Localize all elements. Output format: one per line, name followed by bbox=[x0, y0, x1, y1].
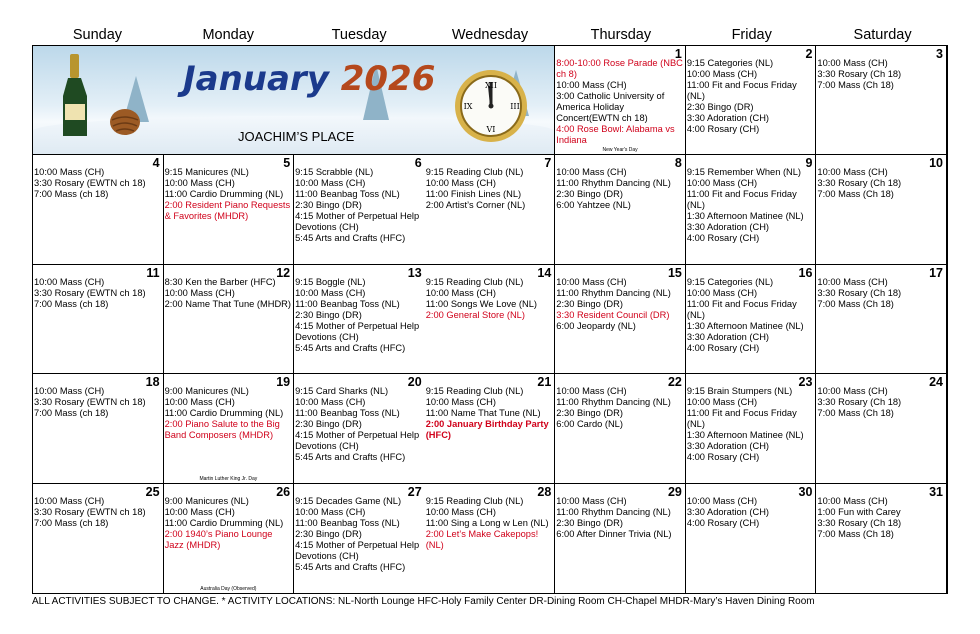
event-item: 1:00 Fun with Carey bbox=[817, 506, 901, 517]
weekday-saturday: Saturday bbox=[853, 27, 912, 43]
event-item: 4:00 Rosary (CH) bbox=[686, 517, 760, 528]
event-item: 2:00 January Birthday Party (HFC) bbox=[425, 419, 549, 441]
day-number: 23 bbox=[798, 375, 813, 390]
event-item: 3:30 Adoration (CH) bbox=[686, 506, 770, 517]
day-cell bbox=[686, 484, 817, 593]
event-item: 10:00 Mass (CH) bbox=[686, 287, 758, 298]
day-cell bbox=[425, 265, 556, 374]
event-item: 11:00 Rhythm Dancing (NL) bbox=[556, 287, 671, 298]
weekday-tuesday: Tuesday bbox=[331, 27, 387, 43]
month-year-title bbox=[183, 56, 435, 102]
event-item: 8:30 Ken the Barber (HFC) bbox=[164, 276, 276, 287]
day-cell bbox=[686, 374, 817, 483]
event-list bbox=[295, 277, 424, 354]
event-list bbox=[687, 496, 815, 529]
day-number: 28 bbox=[537, 484, 552, 499]
event-item: 3:30 Resident Council (DR) bbox=[556, 309, 670, 320]
event-list bbox=[426, 386, 554, 441]
event-list bbox=[165, 386, 293, 441]
event-list bbox=[556, 58, 684, 146]
event-item: 5:45 Arts and Crafts (HFC) bbox=[295, 561, 406, 572]
event-list bbox=[295, 496, 424, 573]
event-item: 10:00 Mass (CH) bbox=[556, 276, 627, 287]
event-item: 7:00 Mass (ch 18) bbox=[34, 189, 109, 200]
event-item: 11:00 Cardio Drumming (NL) bbox=[164, 408, 284, 419]
day-number: 6 bbox=[414, 156, 422, 171]
event-item: 9:15 Categories (NL) bbox=[686, 276, 774, 287]
event-item: 9:15 Card Sharks (NL) bbox=[295, 386, 389, 397]
event-item: 10:00 Mass (CH) bbox=[556, 80, 627, 90]
day-cell bbox=[425, 155, 556, 264]
event-item: 10:00 Mass (CH) bbox=[34, 495, 105, 506]
event-item: 9:15 Reading Club (NL) bbox=[425, 276, 524, 287]
weekday-header bbox=[32, 26, 948, 45]
event-item: 11:00 Cardio Drumming (NL) bbox=[164, 517, 284, 528]
holiday-note: Martin Luther King Jr. Day bbox=[199, 475, 258, 482]
event-item: 6:00 Yahtzee (NL) bbox=[556, 200, 631, 211]
event-item: 10:00 Mass (CH) bbox=[164, 178, 235, 189]
day-number: 16 bbox=[798, 265, 813, 280]
day-cell bbox=[164, 265, 295, 374]
event-item: 3:30 Adoration (CH) bbox=[686, 113, 770, 123]
event-item: 10:00 Mass (CH) bbox=[556, 167, 627, 178]
event-item: 7:00 Mass (Ch 18) bbox=[817, 298, 894, 309]
event-item: 4:15 Mother of Perpetual Help Devotions (CH) bbox=[295, 320, 420, 342]
event-item: 7:00 Mass (Ch 18) bbox=[817, 80, 894, 90]
event-item: 10:00 Mass (CH) bbox=[295, 287, 366, 298]
event-item: 7:00 Mass (ch 18) bbox=[34, 298, 109, 309]
day-cell bbox=[425, 374, 556, 483]
event-item: 7:00 Mass (ch 18) bbox=[34, 408, 109, 419]
day-number: 25 bbox=[145, 484, 160, 499]
event-list bbox=[687, 58, 815, 135]
svg-text:XII: XII bbox=[484, 81, 498, 90]
event-list bbox=[817, 277, 945, 310]
event-item: 6:00 After Dinner Trivia (NL) bbox=[556, 528, 672, 539]
event-list bbox=[165, 496, 293, 551]
day-cell bbox=[555, 484, 686, 593]
day-cell bbox=[33, 374, 164, 483]
day-number: 15 bbox=[667, 265, 682, 280]
event-item: 4:00 Rose Bowl: Alabama vs Indiana bbox=[556, 124, 675, 145]
event-item: 9:15 Manicures (NL) bbox=[164, 167, 249, 178]
day-number: 8 bbox=[674, 156, 682, 171]
event-item: 8:00-10:00 Rose Parade (NBC ch 8) bbox=[556, 58, 683, 79]
event-item: 11:00 Beanbag Toss (NL) bbox=[295, 517, 400, 528]
day-number: 2 bbox=[805, 47, 813, 61]
event-item: 7:00 Mass (Ch 18) bbox=[817, 189, 894, 200]
event-item: 1:30 Afternoon Matinee (NL) bbox=[686, 430, 804, 441]
day-cell bbox=[33, 484, 164, 593]
event-item: 11:00 Cardio Drumming (NL) bbox=[164, 189, 284, 200]
event-item: 2:00 Piano Salute to the Big Band Composers (MHDR) bbox=[164, 419, 280, 441]
event-list bbox=[556, 167, 684, 211]
day-number: 5 bbox=[283, 156, 291, 171]
event-item: 2:30 Bingo (DR) bbox=[295, 419, 362, 430]
event-item: 4:15 Mother of Perpetual Help Devotions (CH) bbox=[295, 430, 420, 452]
event-item: 2:30 Bingo (DR) bbox=[295, 200, 362, 211]
weekday-sunday: Sunday bbox=[72, 27, 123, 43]
day-cell bbox=[686, 265, 817, 374]
footer-legend: ALL ACTIVITIES SUBJECT TO CHANGE. * ACTIVITY LOCATIONS: NL-North Lounge HFC-Holy Family Center DR-Dining Room CH-Chapel MHDR-Mary’s Haven Dining Room bbox=[32, 596, 815, 607]
event-item: 3:30 Rosary (Ch 18) bbox=[817, 397, 902, 408]
event-item: 9:15 Decades Game (NL) bbox=[295, 495, 402, 506]
event-list bbox=[556, 496, 684, 540]
event-item: 3:30 Rosary (Ch 18) bbox=[817, 178, 902, 189]
day-number: 13 bbox=[407, 265, 422, 280]
event-item: 11:00 Fit and Focus Friday (NL) bbox=[686, 408, 797, 430]
event-item: 2:00 Name That Tune (MHDR) bbox=[164, 298, 291, 309]
day-number: 31 bbox=[929, 484, 943, 499]
event-item: 9:15 Reading Club (NL) bbox=[425, 495, 524, 506]
day-cell bbox=[816, 46, 947, 155]
event-item: 11:00 Rhythm Dancing (NL) bbox=[556, 178, 671, 189]
event-item: 10:00 Mass (CH) bbox=[164, 506, 235, 517]
event-item: 7:00 Mass (Ch 18) bbox=[817, 528, 894, 539]
event-list bbox=[687, 277, 815, 354]
event-item: 10:00 Mass (CH) bbox=[556, 386, 627, 397]
event-list bbox=[165, 277, 293, 310]
event-item: 3:30 Rosary (EWTN ch 18) bbox=[34, 506, 146, 517]
event-item: 9:15 Boggle (NL) bbox=[295, 276, 366, 287]
event-list bbox=[817, 496, 945, 540]
event-item: 2:30 Bingo (DR) bbox=[556, 189, 623, 200]
day-number: 26 bbox=[276, 484, 291, 499]
holiday-note: New Year's Day bbox=[602, 147, 638, 154]
event-item: 10:00 Mass (CH) bbox=[34, 167, 105, 178]
event-list bbox=[556, 277, 684, 332]
day-number: 9 bbox=[805, 156, 813, 171]
day-number: 27 bbox=[407, 484, 422, 499]
event-list bbox=[34, 496, 162, 529]
event-item: 9:00 Manicures (NL) bbox=[164, 495, 249, 506]
pinecone-icon bbox=[105, 100, 145, 140]
day-cell bbox=[425, 484, 556, 593]
event-item: 11:00 Songs We Love (NL) bbox=[425, 298, 537, 309]
day-number: 22 bbox=[667, 375, 682, 390]
event-item: 5:45 Arts and Crafts (HFC) bbox=[295, 233, 406, 244]
day-cell bbox=[686, 46, 817, 155]
event-list bbox=[817, 167, 945, 200]
event-item: 4:00 Rosary (CH) bbox=[686, 233, 760, 244]
event-item: 10:00 Mass (CH) bbox=[164, 287, 235, 298]
day-number: 11 bbox=[146, 265, 160, 280]
event-item: 11:00 Rhythm Dancing (NL) bbox=[556, 397, 671, 408]
day-cell bbox=[294, 374, 425, 483]
event-item: 3:30 Rosary (Ch 18) bbox=[817, 517, 902, 528]
day-cell bbox=[294, 484, 425, 593]
day-number: 21 bbox=[537, 375, 552, 390]
event-item: 10:00 Mass (CH) bbox=[164, 397, 235, 408]
event-list bbox=[817, 58, 945, 91]
day-cell bbox=[164, 484, 295, 593]
event-item: 4:00 Rosary (CH) bbox=[686, 124, 760, 134]
event-item: 7:00 Mass (ch 18) bbox=[34, 517, 109, 528]
day-number: 20 bbox=[407, 375, 422, 390]
event-list bbox=[295, 167, 424, 244]
day-cell bbox=[816, 484, 947, 593]
event-item: 11:00 Name That Tune (NL) bbox=[425, 408, 541, 419]
event-item: 3:30 Rosary (Ch 18) bbox=[817, 287, 902, 298]
day-number: 1 bbox=[674, 47, 682, 61]
event-item: 10:00 Mass (CH) bbox=[556, 495, 627, 506]
day-number: 19 bbox=[276, 375, 291, 390]
event-item: 4:00 Rosary (CH) bbox=[686, 452, 760, 463]
event-item: 2:00 1940’s Piano Lounge Jazz (MHDR) bbox=[164, 528, 273, 550]
event-item: 10:00 Mass (CH) bbox=[817, 386, 888, 397]
event-item: 2:30 Bingo (DR) bbox=[556, 517, 623, 528]
day-number: 3 bbox=[936, 47, 943, 61]
day-number: 12 bbox=[276, 265, 291, 280]
event-list bbox=[34, 386, 162, 419]
event-item: 4:15 Mother of Perpetual Help Devotions (CH) bbox=[295, 211, 420, 233]
month-banner bbox=[33, 46, 555, 155]
calendar-grid bbox=[32, 45, 948, 594]
event-item: 6:00 Cardo (NL) bbox=[556, 419, 623, 430]
event-item: 11:00 Fit and Focus Friday (NL) bbox=[686, 189, 797, 211]
event-item: 1:30 Afternoon Matinee (NL) bbox=[686, 211, 804, 222]
event-item: 9:15 Scrabble (NL) bbox=[295, 167, 374, 178]
event-item: 2:30 Bingo (DR) bbox=[556, 298, 623, 309]
event-item: 9:15 Brain Stumpers (NL) bbox=[686, 386, 793, 397]
event-item: 3:30 Adoration (CH) bbox=[686, 222, 770, 233]
day-cell bbox=[555, 46, 686, 155]
day-number: 24 bbox=[929, 375, 943, 390]
clock-icon bbox=[453, 68, 529, 144]
month-title: January bbox=[183, 59, 329, 99]
event-item: 2:30 Bingo (DR) bbox=[295, 528, 362, 539]
weekday-friday: Friday bbox=[731, 27, 772, 43]
event-item: 5:45 Arts and Crafts (HFC) bbox=[295, 342, 406, 353]
event-item: 11:00 Rhythm Dancing (NL) bbox=[556, 506, 671, 517]
day-cell bbox=[816, 155, 947, 264]
day-number: 10 bbox=[929, 156, 943, 171]
event-item: 9:00 Manicures (NL) bbox=[164, 386, 249, 397]
event-item: 11:00 Sing a Long w Len (NL) bbox=[425, 517, 549, 528]
day-number: 7 bbox=[544, 156, 552, 171]
holiday-note: Australia Day (Observed) bbox=[200, 586, 257, 592]
event-list bbox=[687, 386, 815, 463]
event-item: 11:00 Finish Lines (NL) bbox=[425, 189, 522, 200]
event-item: 10:00 Mass (CH) bbox=[425, 397, 496, 408]
event-item: 10:00 Mass (CH) bbox=[817, 276, 888, 287]
event-item: 10:00 Mass (CH) bbox=[34, 386, 105, 397]
event-list bbox=[817, 386, 945, 419]
event-item: 1:30 Afternoon Matinee (NL) bbox=[686, 320, 804, 331]
event-item: 10:00 Mass (CH) bbox=[295, 506, 366, 517]
event-item: 2:00 Let’s Make Cakepops! (NL) bbox=[425, 528, 539, 550]
event-item: 3:30 Adoration (CH) bbox=[686, 331, 770, 342]
event-item: 2:30 Bingo (DR) bbox=[686, 102, 754, 112]
day-cell bbox=[555, 374, 686, 483]
day-cell bbox=[816, 374, 947, 483]
day-number: 4 bbox=[152, 156, 160, 171]
day-cell bbox=[555, 155, 686, 264]
day-number: 14 bbox=[537, 265, 552, 280]
event-list bbox=[165, 167, 293, 222]
event-item: 10:00 Mass (CH) bbox=[686, 69, 758, 79]
event-list bbox=[34, 167, 162, 200]
event-item: 9:15 Reading Club (NL) bbox=[425, 386, 524, 397]
svg-text:IX: IX bbox=[463, 102, 473, 111]
event-item: 3:30 Adoration (CH) bbox=[686, 441, 770, 452]
event-item: 3:30 Rosary (EWTN ch 18) bbox=[34, 178, 146, 189]
event-list bbox=[687, 167, 815, 244]
champagne-bottle-icon bbox=[55, 52, 95, 140]
weekday-thursday: Thursday bbox=[590, 27, 652, 43]
event-item: 10:00 Mass (CH) bbox=[686, 495, 758, 506]
svg-text:III: III bbox=[510, 102, 520, 111]
event-item: 3:30 Rosary (EWTN ch 18) bbox=[34, 287, 146, 298]
event-item: 3:00 Catholic University of America Holiday Concert(EWTN ch 18) bbox=[556, 91, 665, 123]
community-name: JOACHIM’S PLACE bbox=[238, 129, 355, 144]
day-cell bbox=[294, 155, 425, 264]
day-number: 18 bbox=[145, 375, 160, 390]
day-cell bbox=[164, 155, 295, 264]
event-list bbox=[426, 496, 554, 551]
event-item: 10:00 Mass (CH) bbox=[817, 58, 888, 68]
event-item: 2:30 Bingo (DR) bbox=[556, 408, 623, 419]
event-item: 6:00 Jeopardy (NL) bbox=[556, 320, 636, 331]
event-list bbox=[295, 386, 424, 463]
event-list bbox=[426, 277, 554, 321]
event-item: 4:00 Rosary (CH) bbox=[686, 342, 760, 353]
event-item: 9:15 Reading Club (NL) bbox=[425, 167, 524, 178]
event-item: 10:00 Mass (CH) bbox=[425, 178, 496, 189]
event-item: 10:00 Mass (CH) bbox=[295, 178, 366, 189]
event-item: 9:15 Remember When (NL) bbox=[686, 167, 802, 178]
event-item: 10:00 Mass (CH) bbox=[425, 506, 496, 517]
day-number: 30 bbox=[798, 484, 813, 499]
event-item: 9:15 Categories (NL) bbox=[686, 58, 774, 68]
year-title: 2026 bbox=[340, 59, 436, 99]
event-item: 4:15 Mother of Perpetual Help Devotions (CH) bbox=[295, 539, 420, 561]
day-number: 17 bbox=[929, 265, 943, 280]
event-item: 11:00 Beanbag Toss (NL) bbox=[295, 408, 400, 419]
weekday-monday: Monday bbox=[202, 27, 255, 43]
day-cell bbox=[164, 374, 295, 483]
event-item: 5:45 Arts and Crafts (HFC) bbox=[295, 452, 406, 463]
event-item: 10:00 Mass (CH) bbox=[817, 495, 888, 506]
day-cell bbox=[294, 265, 425, 374]
day-number: 29 bbox=[667, 484, 682, 499]
day-cell bbox=[686, 155, 817, 264]
event-list bbox=[556, 386, 684, 430]
day-cell bbox=[33, 155, 164, 264]
day-cell bbox=[555, 265, 686, 374]
event-item: 10:00 Mass (CH) bbox=[425, 287, 496, 298]
event-item: 10:00 Mass (CH) bbox=[34, 276, 105, 287]
event-item: 11:00 Beanbag Toss (NL) bbox=[295, 189, 400, 200]
event-item: 11:00 Fit and Focus Friday (NL) bbox=[686, 80, 797, 101]
event-item: 11:00 Beanbag Toss (NL) bbox=[295, 298, 400, 309]
event-list bbox=[426, 167, 554, 211]
day-cell bbox=[33, 265, 164, 374]
weekday-wednesday: Wednesday bbox=[451, 27, 529, 43]
event-item: 10:00 Mass (CH) bbox=[295, 397, 366, 408]
event-list bbox=[34, 277, 162, 310]
day-cell bbox=[816, 265, 947, 374]
event-item: 11:00 Fit and Focus Friday (NL) bbox=[686, 298, 797, 320]
event-item: 10:00 Mass (CH) bbox=[817, 167, 888, 178]
event-item: 2:00 General Store (NL) bbox=[425, 309, 525, 320]
event-item: 3:30 Rosary (Ch 18) bbox=[817, 69, 902, 79]
event-item: 10:00 Mass (CH) bbox=[686, 178, 758, 189]
event-item: 10:00 Mass (CH) bbox=[686, 397, 758, 408]
event-item: 2:00 Artist’s Corner (NL) bbox=[425, 200, 526, 211]
event-item: 7:00 Mass (Ch 18) bbox=[817, 408, 894, 419]
event-item: 3:30 Rosary (EWTN ch 18) bbox=[34, 397, 146, 408]
svg-text:VI: VI bbox=[486, 125, 496, 134]
event-item: 2:30 Bingo (DR) bbox=[295, 309, 362, 320]
event-item: 2:00 Resident Piano Requests & Favorites (MHDR) bbox=[164, 200, 291, 222]
